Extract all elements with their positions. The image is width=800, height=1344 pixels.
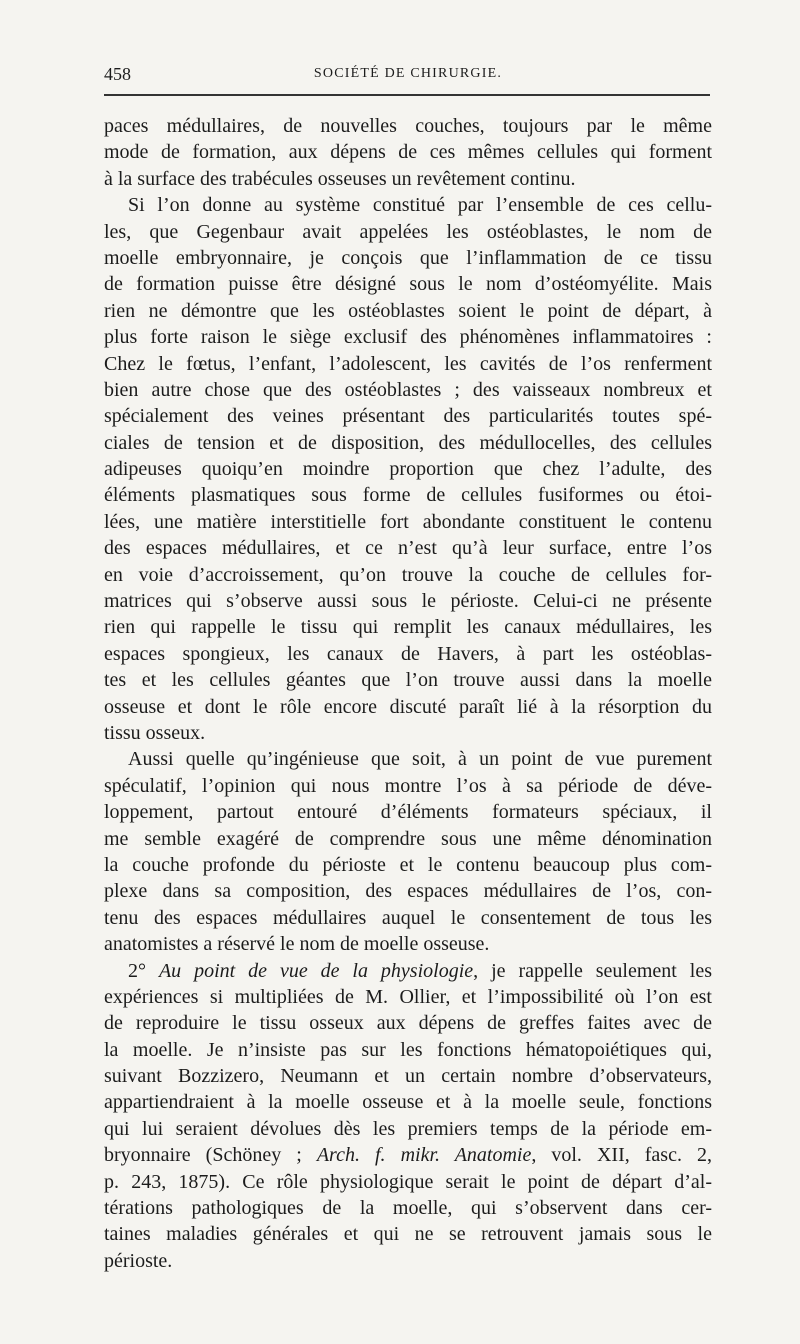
text-line: à la surface des trabécules osseuses un revêtement continu. [104,167,576,190]
book-page [104,58,712,1274]
text-line: bien autre chose que des ostéoblastes ; des vaisseaux nombreux et [104,378,712,401]
text-line: espaces spongieux, les canaux de Havers, à part les ostéoblas- [104,642,712,665]
text-line: tenu des espaces médullaires auquel le consentement de tous les [104,906,712,929]
text-line: éléments plasmatiques sous forme de cellules fusiformes ou étoi- [104,484,712,507]
text-line: expériences si multipliées de M. Ollier, et l’impossibilité où l’on est [104,985,712,1008]
text-line: qui lui seraient dévolues dès les premiers temps de la période em- [104,1117,712,1140]
paragraph-1 [104,113,712,192]
text-line: de formation puisse être désigné sous le nom d’ostéomyélite. Mais [104,273,712,296]
text-line: p. 243, 1875). Ce rôle physiologique serait le point de départ d’al- [104,1170,712,1193]
text-line: térations pathologiques de la moelle, qui s’observent dans cer- [104,1197,712,1220]
text-line: anatomistes a réservé le nom de moelle osseuse. [104,933,490,956]
text-line: mode de formation, aux dépens de ces mêmes cellules qui forment [104,141,712,164]
text-line: suivant Bozzizero, Neumann et un certain nombre d’observateurs, [104,1065,712,1088]
text-line: de reproduire le tissu osseux aux dépens de greffes faites avec de [104,1012,712,1035]
text-line: paces médullaires, de nouvelles couches, toujours par le même [104,115,712,137]
text-line: me semble exagéré de comprendre sous une même dénomination [104,827,712,850]
text-line: Si l’on donne au système constitué par l’ensemble de ces cellu- [128,194,712,217]
text-line: 2° Au point de vue de la physiologie, je rappelle seulement les [128,959,713,982]
paragraph-3 [104,746,712,957]
paragraph-4 [104,958,712,1275]
text-line: loppement, partout entouré d’éléments formateurs spéciaux, il [104,801,712,824]
text-line: tissu osseux. [104,721,206,744]
text-line: bryonnaire (Schöney ; Arch. f. mikr. Anatomie, vol. XII, fasc. 2, [104,1144,712,1167]
text-line: adipeuses quoiqu’en moindre proportion que chez l’adulte, des [104,458,712,481]
text-line: matrices qui s’observe aussi sous le périoste. Celui-ci ne présente [104,590,712,613]
text-line: moelle embryonnaire, je conçois que l’inflammation de ce tissu [104,246,712,269]
text-line: Chez le fœtus, l’enfant, l’adolescent, les cavités de l’os renferment [104,352,712,375]
body-text [104,113,712,1274]
text-line: appartiendraient à la moelle osseuse et à la moelle seule, fonctions [104,1091,712,1114]
text-line: les, que Gegenbaur avait appelées les ostéoblastes, le nom de [104,220,712,243]
text-line: rien ne démontre que les ostéoblastes soient le point de départ, à [104,299,712,322]
text-line: taines maladies générales et qui ne se retrouvent jamais sous le [104,1223,712,1246]
text-line: spéculatif, l’opinion qui nous montre l’os à sa période de déve- [104,774,712,797]
text-line: la couche profonde du périoste et le contenu beaucoup plus com- [104,853,712,876]
header-rule [104,94,710,96]
running-head [104,58,712,88]
text-line: des espaces médullaires, et ce n’est qu’à leur surface, entre l’os [104,537,712,560]
text-line: osseuse et dont le rôle encore discuté paraît lié à la résorption du [104,695,712,718]
text-line: spécialement des veines présentant des particularités toutes spé- [104,405,712,428]
paragraph-2 [104,192,712,746]
text-line: en voie d’accroissement, qu’on trouve la couche de cellules for- [104,563,712,586]
text-line: lées, une matière interstitielle fort abondante constituent le contenu [104,510,712,533]
journal-title: SOCIÉTÉ DE CHIRURGIE. [313,66,503,81]
text-line: plus forte raison le siège exclusif des phénomènes inflammatoires : [104,326,712,349]
page-number: 458 [104,64,131,84]
text-line: la moelle. Je n’insiste pas sur les fonctions hématopoiétiques qui, [104,1038,712,1061]
text-line: plexe dans sa composition, des espaces médullaires de l’os, con- [104,880,712,903]
text-line: rien qui rappelle le tissu qui remplit les canaux médullaires, les [104,616,712,639]
text-line: ciales de tension et de disposition, des médullocelles, des cellules [104,431,712,454]
text-line: périoste. [104,1249,173,1272]
text-line: Aussi quelle qu’ingénieuse que soit, à un point de vue purement [128,748,712,771]
text-line: tes et les cellules géantes que l’on trouve aussi dans la moelle [104,669,712,692]
